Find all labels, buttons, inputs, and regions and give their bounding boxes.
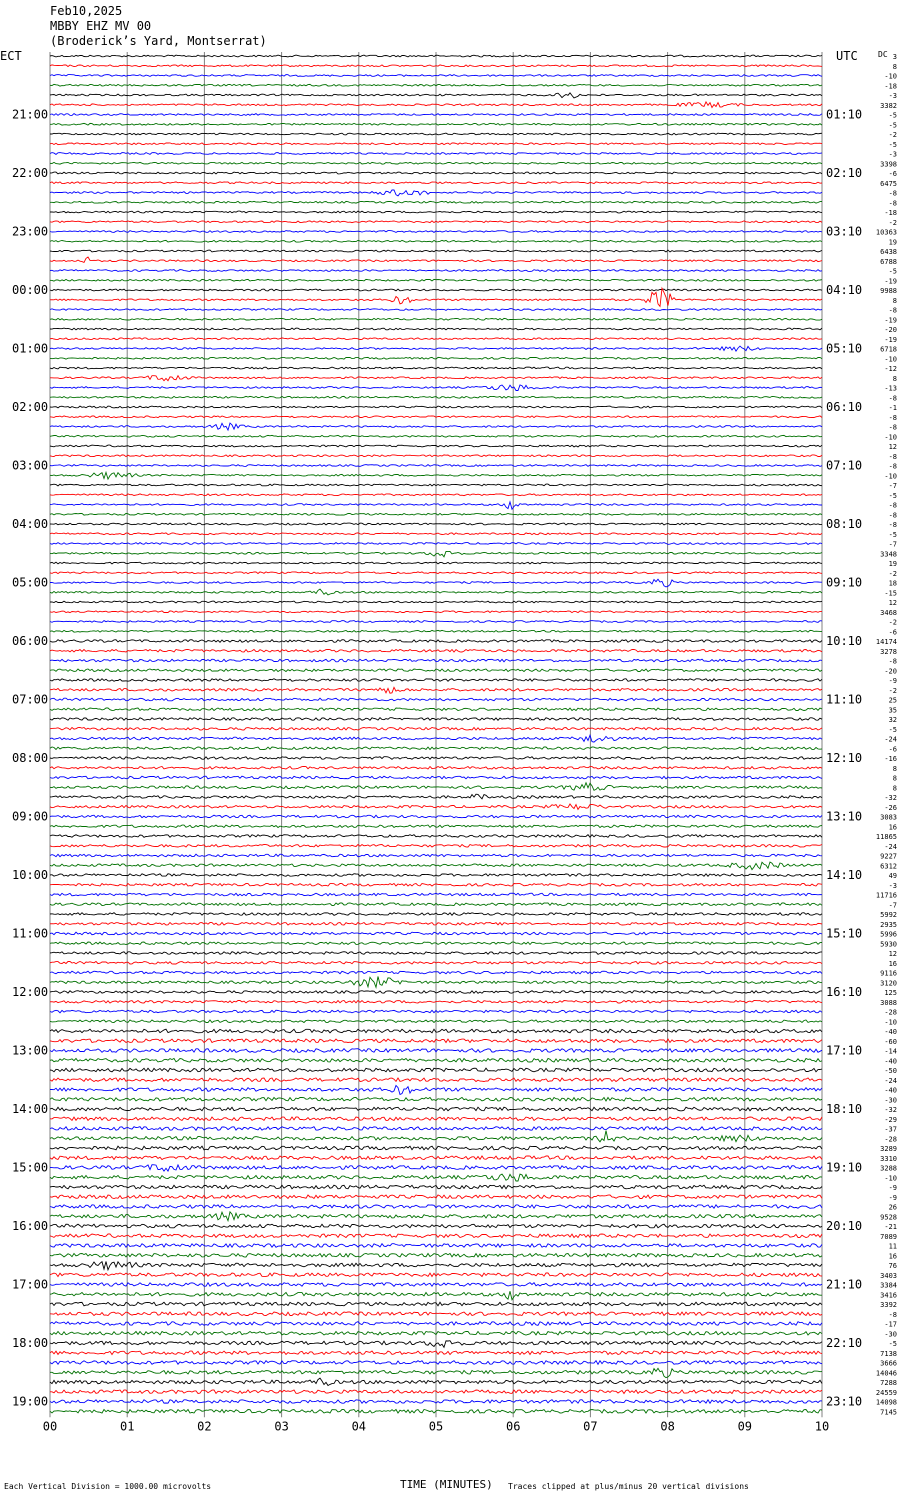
- right-hour-label: 17:10: [826, 1043, 863, 1058]
- dc-offset-label: 6475: [880, 179, 897, 188]
- dc-offset-label: -3: [888, 92, 897, 100]
- dc-offset-label: 3384: [880, 1281, 897, 1290]
- dc-offset-label: -9: [888, 677, 897, 685]
- dc-offset-label: 76: [888, 1262, 897, 1270]
- dc-offset-label: -3: [888, 150, 897, 159]
- x-tick-label: 04: [351, 1419, 367, 1434]
- dc-offset-label: 16: [888, 959, 897, 968]
- dc-offset-label: -7: [888, 540, 897, 549]
- left-hour-label: 13:00: [12, 1043, 49, 1058]
- left-hour-label: 02:00: [12, 400, 49, 414]
- dc-offset-label: 12: [888, 599, 897, 607]
- left-timezone-label: ECT: [0, 49, 22, 63]
- dc-offset-label: -13: [884, 384, 897, 393]
- dc-offset-label: -60: [884, 1037, 897, 1046]
- dc-offset-label: -3: [888, 881, 897, 890]
- dc-offset-label: -8: [888, 306, 897, 315]
- dc-offset-label: -7: [888, 482, 897, 490]
- dc-offset-label: 6438: [880, 248, 897, 256]
- dc-offset-label: -8: [888, 423, 897, 432]
- left-hour-label: 14:00: [12, 1102, 49, 1116]
- left-hour-label: 15:00: [12, 1160, 49, 1175]
- dc-offset-label: 35: [888, 706, 897, 715]
- dc-offset-label: -8: [888, 189, 897, 198]
- dc-offset-label: -8: [888, 521, 897, 529]
- dc-offset-label: 12: [888, 443, 897, 451]
- dc-offset-label: -8: [888, 657, 897, 666]
- right-hour-label: 15:10: [826, 926, 863, 941]
- dc-offset-label: -19: [884, 335, 897, 344]
- dc-offset-label: 16: [888, 823, 897, 832]
- dc-offset-label: -10: [884, 433, 897, 442]
- station-location: (Broderick’s Yard, Montserrat): [50, 34, 267, 48]
- x-axis-title: TIME (MINUTES): [400, 1478, 493, 1491]
- dc-offset-label: 11865: [875, 833, 897, 841]
- dc-offset-label: -40: [884, 1028, 897, 1036]
- dc-offset-label: -20: [884, 326, 897, 334]
- dc-offset-label: 3666: [880, 1359, 897, 1368]
- dc-offset-label: 7145: [880, 1408, 897, 1417]
- dc-offset-label: -40: [884, 1057, 897, 1066]
- dc-offset-label: -17: [884, 1320, 897, 1329]
- right-hour-label: 22:10: [826, 1336, 863, 1350]
- right-hour-label: 04:10: [826, 283, 863, 297]
- dc-offset-label: -2: [888, 131, 897, 139]
- dc-offset-label: 3278: [880, 647, 897, 656]
- dc-offset-label: 9116: [880, 969, 897, 978]
- dc-offset-label: -8: [888, 394, 897, 403]
- right-hour-label: 07:10: [826, 458, 863, 473]
- right-hour-label: 11:10: [826, 692, 863, 707]
- dc-offset-label: 25: [888, 696, 897, 705]
- left-hour-label: 21:00: [12, 107, 49, 122]
- dc-offset-label: -50: [884, 1067, 897, 1075]
- dc-offset-label: -9: [888, 1184, 897, 1192]
- dc-offset-label: -24: [884, 735, 897, 744]
- dc-offset-label: -2: [888, 569, 897, 578]
- dc-offset-label: -6: [888, 628, 897, 637]
- dc-offset-label: 5996: [880, 930, 897, 939]
- x-tick-label: 07: [583, 1419, 598, 1434]
- dc-offset-label: 7089: [880, 1232, 897, 1241]
- dc-offset-label: -1: [888, 404, 897, 412]
- dc-offset-label: 3083: [880, 813, 897, 822]
- right-hour-label: 20:10: [826, 1219, 863, 1233]
- dc-offset-label: 19: [888, 560, 897, 568]
- dc-offset-label: 6312: [880, 862, 897, 871]
- right-hour-label: 08:10: [826, 517, 863, 531]
- dc-offset-label: -26: [884, 803, 897, 812]
- dc-offset-label: -5: [888, 267, 897, 276]
- dc-offset-label: 8: [892, 774, 897, 783]
- dc-offset-label: 26: [888, 1203, 897, 1212]
- x-tick-label: 06: [505, 1419, 521, 1434]
- dc-offset-label: 16: [888, 1252, 897, 1261]
- dc-offset-label: 11: [888, 1242, 897, 1251]
- left-hour-label: 08:00: [12, 751, 49, 765]
- dc-offset-label: 7138: [880, 1349, 897, 1358]
- left-hour-label: 16:00: [12, 1219, 49, 1233]
- dc-offset-label: 3088: [880, 998, 897, 1007]
- dc-offset-label: -29: [884, 1115, 897, 1124]
- dc-offset-label: -5: [888, 140, 897, 149]
- helicorder-date: Feb10,2025: [50, 4, 123, 18]
- dc-offset-label: 10363: [875, 228, 897, 237]
- right-hour-label: 01:10: [826, 107, 863, 122]
- dc-offset-label: 8: [892, 784, 897, 793]
- dc-offset-label: -19: [884, 277, 897, 286]
- dc-offset-label: -20: [884, 667, 897, 676]
- left-hour-label: 07:00: [12, 692, 49, 707]
- dc-offset-label: 3392: [880, 1301, 897, 1309]
- dc-offset-label: -32: [884, 1106, 897, 1114]
- left-hour-label: 00:00: [12, 283, 49, 297]
- vertical-scale-note: Each Vertical Division = 1000.00 microvolts: [4, 1482, 212, 1491]
- x-tick-label: 10: [814, 1419, 830, 1434]
- dc-offset-label: 9227: [880, 852, 897, 861]
- dc-offset-label: -8: [888, 413, 897, 422]
- dc-offset-label: -5: [888, 491, 897, 500]
- dc-offset-label: -2: [888, 686, 897, 695]
- left-hour-label: 01:00: [12, 341, 49, 356]
- dc-offset-label: -8: [888, 501, 897, 510]
- dc-offset-label: -21: [884, 1223, 897, 1231]
- dc-offset-label: -10: [884, 1174, 897, 1183]
- dc-offset-label: -10: [884, 355, 897, 364]
- dc-offset-label: 11716: [875, 891, 897, 900]
- dc-offset-label: 3: [892, 53, 897, 61]
- x-tick-label: 00: [42, 1419, 58, 1434]
- right-hour-label: 16:10: [826, 985, 863, 999]
- dc-offset-label: -10: [884, 472, 897, 481]
- dc-offset-label: -8: [888, 1310, 897, 1319]
- right-hour-label: 10:10: [826, 634, 863, 648]
- dc-offset-label: 14174: [875, 638, 897, 646]
- left-hour-label: 19:00: [12, 1394, 49, 1409]
- right-hour-label: 12:10: [826, 751, 863, 765]
- dc-offset-label: 9988: [880, 287, 897, 295]
- right-hour-label: 02:10: [826, 166, 863, 180]
- dc-offset-label: -12: [884, 365, 897, 373]
- x-tick-label: 03: [274, 1419, 289, 1434]
- dc-offset-label: -5: [888, 1340, 897, 1348]
- right-hour-label: 06:10: [826, 400, 863, 414]
- dc-offset-label: -10: [884, 1018, 897, 1027]
- dc-offset-label: 125: [884, 989, 897, 997]
- left-hour-label: 10:00: [12, 868, 49, 882]
- dc-offset-label: 32: [888, 716, 897, 724]
- clip-note: Traces clipped at plus/minus 20 vertical divisions: [508, 1482, 749, 1491]
- dc-offset-label: 6788: [880, 257, 897, 266]
- dc-offset-label: 8: [892, 296, 897, 305]
- dc-offset-label: 3382: [880, 101, 897, 110]
- right-hour-label: 05:10: [826, 341, 863, 356]
- dc-offset-label: -28: [884, 1135, 897, 1144]
- dc-offset-label: -32: [884, 794, 897, 802]
- dc-offset-label: -2: [888, 218, 897, 227]
- dc-offset-label: 14098: [875, 1398, 897, 1407]
- right-timezone-label: UTC: [836, 49, 858, 63]
- dc-offset-label: -19: [884, 316, 897, 325]
- dc-offset-label: -2: [888, 618, 897, 627]
- dc-offset-label: 3403: [880, 1271, 897, 1280]
- dc-offset-label: -18: [884, 209, 897, 217]
- right-hour-label: 03:10: [826, 224, 863, 239]
- dc-offset-label: 8: [892, 62, 897, 71]
- dc-offset-label: 3468: [880, 608, 897, 617]
- dc-offset-header: DC: [878, 50, 888, 59]
- left-hour-label: 11:00: [12, 926, 49, 941]
- left-hour-label: 22:00: [12, 166, 49, 180]
- dc-offset-label: 14046: [875, 1369, 897, 1378]
- left-hour-label: 03:00: [12, 458, 49, 473]
- dc-offset-label: 2935: [880, 920, 897, 929]
- dc-offset-label: -18: [884, 82, 897, 91]
- dc-offset-label: 3289: [880, 1145, 897, 1153]
- dc-offset-label: 12: [888, 950, 897, 958]
- right-hour-label: 19:10: [826, 1160, 863, 1175]
- dc-offset-label: -8: [888, 452, 897, 461]
- x-tick-label: 08: [660, 1419, 675, 1434]
- dc-offset-label: -30: [884, 1096, 897, 1105]
- dc-offset-label: -37: [884, 1125, 897, 1134]
- left-hour-label: 05:00: [12, 575, 49, 590]
- dc-offset-label: 3120: [880, 979, 897, 988]
- dc-offset-label: -5: [888, 111, 897, 120]
- dc-offset-label: -6: [888, 745, 897, 754]
- dc-offset-label: -28: [884, 1008, 897, 1017]
- dc-offset-label: 5930: [880, 940, 897, 949]
- dc-offset-label: -10: [884, 72, 897, 81]
- x-tick-label: 05: [428, 1419, 444, 1434]
- right-hour-label: 21:10: [826, 1277, 863, 1292]
- right-hour-label: 13:10: [826, 809, 863, 824]
- right-hour-label: 18:10: [826, 1102, 863, 1116]
- dc-offset-label: -5: [888, 121, 897, 130]
- dc-offset-label: 7288: [880, 1379, 897, 1387]
- dc-offset-label: -8: [888, 199, 897, 208]
- dc-offset-label: -24: [884, 842, 897, 851]
- dc-offset-label: 19: [888, 238, 897, 247]
- dc-offset-label: 24559: [875, 1388, 897, 1397]
- x-tick-label: 09: [737, 1419, 753, 1434]
- dc-offset-label: 5992: [880, 911, 897, 919]
- dc-offset-label: -8: [888, 462, 897, 471]
- dc-offset-label: -5: [888, 725, 897, 734]
- station-code: MBBY EHZ MV 00: [50, 19, 152, 33]
- x-tick-label: 02: [197, 1419, 212, 1434]
- dc-offset-label: -6: [888, 170, 897, 178]
- dc-offset-label: 3288: [880, 1164, 897, 1173]
- right-hour-label: 09:10: [826, 575, 863, 590]
- dc-offset-label: 3416: [880, 1291, 897, 1300]
- dc-offset-label: 6718: [880, 345, 897, 354]
- dc-offset-label: -8: [888, 511, 897, 520]
- left-hour-label: 09:00: [12, 809, 49, 824]
- left-hour-label: 17:00: [12, 1277, 49, 1292]
- dc-offset-label: -16: [884, 755, 897, 763]
- left-hour-label: 04:00: [12, 517, 49, 531]
- right-hour-label: 23:10: [826, 1394, 863, 1409]
- left-hour-label: 06:00: [12, 634, 49, 648]
- dc-offset-label: 3348: [880, 550, 897, 559]
- dc-offset-label: -30: [884, 1330, 897, 1339]
- dc-offset-label: 3310: [880, 1154, 897, 1163]
- dc-offset-label: -9: [888, 1193, 897, 1202]
- dc-offset-label: -14: [884, 1047, 897, 1056]
- dc-offset-label: 8: [892, 764, 897, 773]
- right-hour-label: 14:10: [826, 868, 863, 882]
- left-hour-label: 12:00: [12, 985, 49, 999]
- dc-offset-label: -24: [884, 1076, 897, 1085]
- dc-offset-label: -40: [884, 1086, 897, 1095]
- dc-offset-label: 18: [888, 579, 897, 588]
- dc-offset-label: -15: [884, 589, 897, 598]
- dc-offset-label: -7: [888, 901, 897, 910]
- dc-offset-label: 49: [888, 872, 897, 880]
- dc-offset-label: 9528: [880, 1213, 897, 1222]
- left-hour-label: 18:00: [12, 1336, 49, 1350]
- dc-offset-label: 8: [892, 374, 897, 383]
- dc-offset-label: 3398: [880, 160, 897, 169]
- dc-offset-label: -5: [888, 530, 897, 539]
- left-hour-label: 23:00: [12, 224, 49, 239]
- x-tick-label: 01: [119, 1419, 135, 1434]
